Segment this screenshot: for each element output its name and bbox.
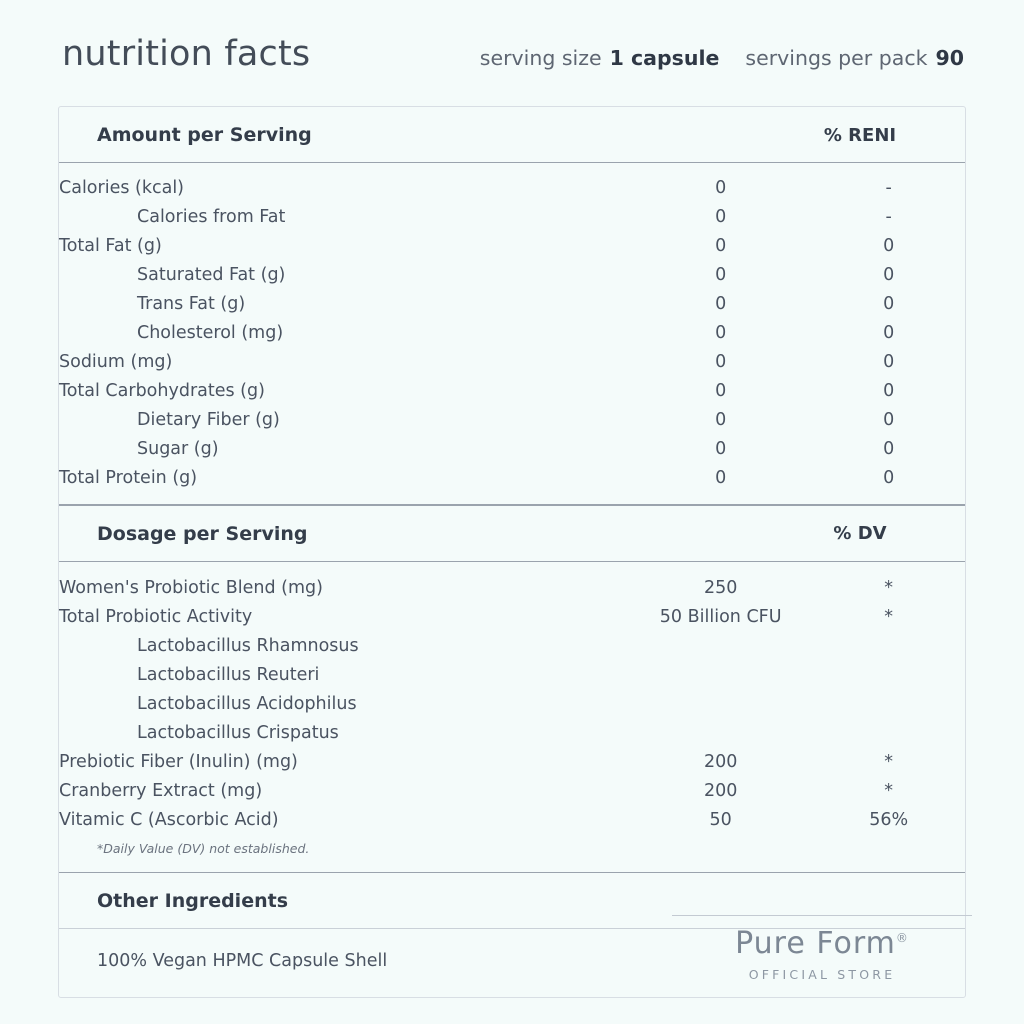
row-dv: - bbox=[885, 177, 892, 198]
table-row bbox=[59, 661, 965, 690]
row-value: 50 Billion CFU bbox=[659, 607, 782, 627]
table-row bbox=[59, 603, 965, 632]
nutrition-rows bbox=[59, 163, 965, 504]
row-dv: - bbox=[885, 206, 892, 227]
table-row bbox=[59, 347, 965, 376]
row-dv bbox=[812, 661, 965, 690]
table-row bbox=[59, 231, 965, 260]
row-value: 0 bbox=[715, 293, 727, 314]
row-label: Trans Fat (g) bbox=[137, 293, 246, 314]
serving-size-value: 1 capsule bbox=[609, 46, 720, 70]
row-label: Vitamic C (Ascorbic Acid) bbox=[59, 810, 279, 830]
row-label: Sugar (g) bbox=[137, 438, 219, 459]
table-row bbox=[59, 806, 965, 835]
table-row bbox=[59, 690, 965, 719]
row-value: 0 bbox=[715, 380, 727, 401]
row-value: 0 bbox=[715, 264, 727, 285]
row-value: 0 bbox=[715, 351, 727, 372]
row-value: 0 bbox=[715, 177, 727, 198]
other-ingredients-header bbox=[59, 873, 965, 929]
row-label: Lactobacillus Acidophilus bbox=[137, 694, 357, 714]
other-ingredients-text: 100% Vegan HPMC Capsule Shell bbox=[97, 951, 388, 971]
row-label: Prebiotic Fiber (Inulin) (mg) bbox=[59, 752, 298, 772]
row-dv: 56% bbox=[869, 810, 909, 830]
row-dv: 0 bbox=[883, 351, 895, 372]
servings-per-pack-label: servings per pack bbox=[745, 46, 928, 70]
table-row bbox=[59, 202, 965, 231]
registered-trademark-icon: ® bbox=[895, 931, 909, 945]
serving-size bbox=[480, 46, 720, 70]
row-value: 200 bbox=[703, 781, 738, 801]
row-dv: * bbox=[884, 752, 894, 772]
row-value: 250 bbox=[703, 578, 738, 598]
dosage-section-title: Dosage per Serving bbox=[97, 522, 308, 545]
row-dv: * bbox=[884, 781, 894, 801]
row-dv: 0 bbox=[883, 438, 895, 459]
row-dv: 0 bbox=[883, 235, 895, 256]
dosage-section-header bbox=[59, 506, 965, 562]
row-value: 0 bbox=[715, 322, 727, 343]
dosage-unit-header: % DV bbox=[833, 523, 887, 544]
table-row bbox=[59, 376, 965, 405]
row-label: Cholesterol (mg) bbox=[137, 322, 284, 343]
row-label: Women's Probiotic Blend (mg) bbox=[59, 578, 323, 598]
nutrition-unit-header: % RENI bbox=[823, 124, 897, 146]
page-header bbox=[58, 34, 968, 96]
row-value: 200 bbox=[703, 752, 738, 772]
row-value: 0 bbox=[715, 206, 727, 227]
row-label: Sodium (mg) bbox=[59, 351, 173, 372]
row-label: Saturated Fat (g) bbox=[137, 264, 286, 285]
table-row bbox=[59, 289, 965, 318]
row-dv bbox=[812, 719, 965, 748]
serving-size-label: serving size bbox=[479, 46, 602, 70]
row-value bbox=[629, 661, 812, 690]
brand-name-text: Pure Form bbox=[735, 926, 896, 961]
row-dv: * bbox=[884, 607, 894, 627]
nutrition-section-title: Amount per Serving bbox=[97, 124, 312, 146]
row-dv: 0 bbox=[883, 467, 895, 488]
row-label: Cranberry Extract (mg) bbox=[59, 781, 263, 801]
row-value bbox=[629, 719, 812, 748]
nutrition-section-header bbox=[59, 107, 965, 163]
servings-per-pack-value: 90 bbox=[935, 46, 964, 70]
facts-panel bbox=[58, 106, 966, 998]
table-row bbox=[59, 463, 965, 492]
row-dv: 0 bbox=[883, 380, 895, 401]
dosage-rows bbox=[59, 562, 965, 872]
row-label: Total Probiotic Activity bbox=[59, 607, 253, 627]
serving-meta bbox=[480, 46, 964, 70]
row-dv: 0 bbox=[883, 264, 895, 285]
row-dv: 0 bbox=[883, 322, 895, 343]
table-row bbox=[59, 574, 965, 603]
row-dv: 0 bbox=[883, 293, 895, 314]
row-label: Calories from Fat bbox=[137, 206, 286, 227]
row-value bbox=[629, 632, 812, 661]
row-value: 0 bbox=[715, 467, 727, 488]
row-value: 50 bbox=[709, 810, 732, 830]
row-value: 0 bbox=[715, 235, 727, 256]
row-value bbox=[629, 690, 812, 719]
row-label: Total Fat (g) bbox=[59, 235, 162, 256]
row-label: Lactobacillus Reuteri bbox=[137, 665, 320, 685]
table-row bbox=[59, 405, 965, 434]
row-dv bbox=[812, 632, 965, 661]
table-row bbox=[59, 777, 965, 806]
table-row bbox=[59, 318, 965, 347]
row-label: Dietary Fiber (g) bbox=[137, 409, 280, 430]
table-row bbox=[59, 434, 965, 463]
row-label: Lactobacillus Rhamnosus bbox=[137, 636, 359, 656]
row-dv: * bbox=[884, 578, 894, 598]
row-label: Lactobacillus Crispatus bbox=[137, 723, 339, 743]
table-row bbox=[59, 260, 965, 289]
row-dv bbox=[812, 690, 965, 719]
page-title: nutrition facts bbox=[62, 34, 311, 74]
brand-subtitle: OFFICIAL STORE bbox=[748, 967, 896, 982]
row-label: Total Protein (g) bbox=[59, 467, 198, 488]
row-value: 0 bbox=[715, 438, 727, 459]
row-label: Calories (kcal) bbox=[59, 177, 185, 198]
table-row bbox=[59, 632, 965, 661]
table-row bbox=[59, 719, 965, 748]
other-ingredients-title: Other Ingredients bbox=[97, 890, 289, 912]
table-row bbox=[59, 748, 965, 777]
servings-per-pack bbox=[745, 46, 964, 70]
table-row bbox=[59, 173, 965, 202]
row-label: Total Carbohydrates (g) bbox=[59, 380, 265, 401]
daily-value-footnote: *Daily Value (DV) not established. bbox=[97, 840, 310, 856]
row-value: 0 bbox=[715, 409, 727, 430]
row-dv: 0 bbox=[883, 409, 895, 430]
